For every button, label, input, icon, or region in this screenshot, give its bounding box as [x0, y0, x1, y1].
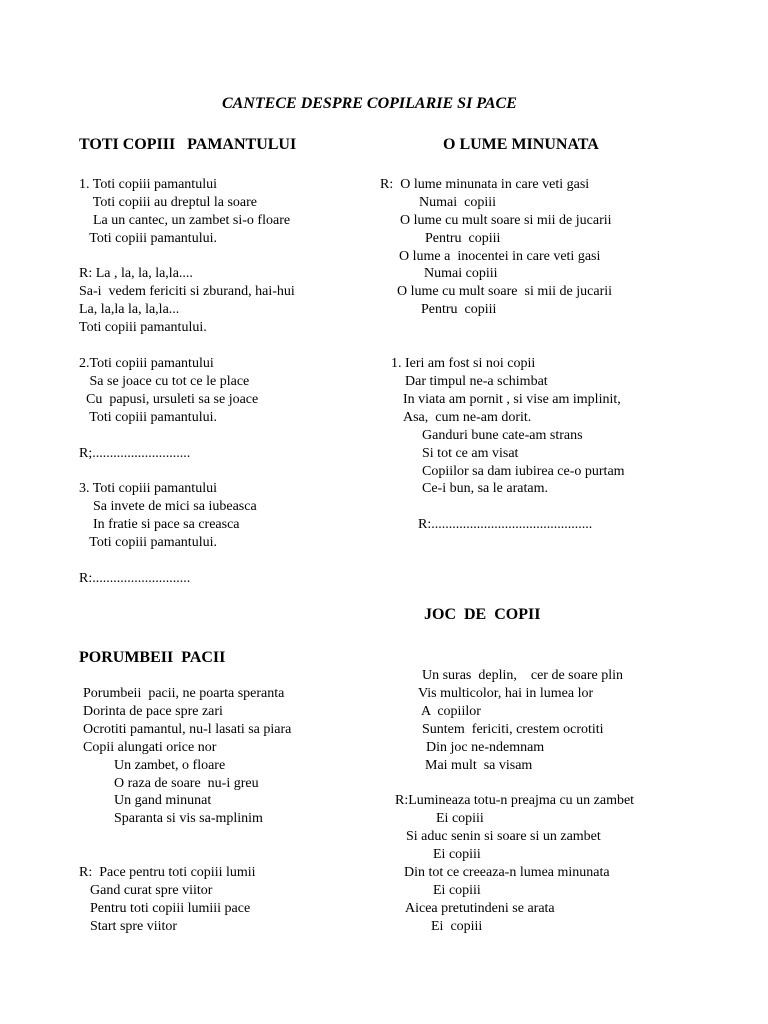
song2-line: O lume cu mult soare si mii de jucarii — [400, 213, 612, 228]
song1-line: Cu papusi, ursuleti sa se joace — [79, 392, 259, 407]
song4-line: Un suras deplin, cer de soare plin — [422, 668, 623, 683]
song1-line: Toti copiii pamantului. — [79, 231, 217, 246]
song3-line: O raza de soare nu-i greu — [114, 776, 259, 791]
song4-line: Aicea pretutindeni se arata — [405, 901, 555, 916]
song2-line: O lume cu mult soare si mii de jucarii — [397, 284, 613, 299]
song2-line: 1. Ieri am fost si noi copii — [391, 356, 536, 371]
song1-line: Sa invete de mici sa iubeasca — [79, 499, 257, 514]
song2-line: R:.............................................. — [418, 517, 593, 532]
song2-heading: O LUME MINUNATA — [443, 136, 599, 153]
song4-line: Ei copiii — [431, 919, 483, 934]
song3-line: R: Pace pentru toti copiii lumii — [79, 865, 256, 880]
song3-line: Un gand minunat — [114, 793, 212, 808]
song1-line: R: La , la, la, la,la.... — [79, 266, 193, 281]
song2-line: R: O lume minunata in care veti gasi — [380, 177, 590, 192]
song4-line: Mai mult sa visam — [425, 758, 533, 773]
song1-line: 2.Toti copiii pamantului — [79, 356, 214, 371]
song3-line: Start spre viitor — [90, 919, 178, 934]
song3-line: Porumbeii pacii, ne poarta speranta — [83, 686, 285, 701]
song4-line: Si aduc senin si soare si un zambet — [406, 829, 601, 844]
song1-line: 3. Toti copiii pamantului — [79, 481, 217, 496]
song4-line: Ei copiii — [433, 847, 481, 862]
song2-line: Pentru copiii — [421, 302, 497, 317]
song4-line: Suntem fericiti, crestem ocrotiti — [422, 722, 604, 737]
song2-line: Pentru copiii — [425, 231, 501, 246]
song1-heading: TOTI COPIII PAMANTULUI — [79, 136, 297, 153]
song3-line: Gand curat spre viitor — [90, 883, 213, 898]
song4-line: Din joc ne-ndemnam — [426, 740, 545, 755]
song2-line: Numai copiii — [419, 195, 496, 210]
song1-line: Sa-i vedem fericiti si zburand, hai-hui — [79, 284, 295, 299]
song3-line: Un zambet, o floare — [114, 758, 226, 773]
song4-line: A copiilor — [421, 704, 481, 719]
song2-line: Dar timpul ne-a schimbat — [405, 374, 548, 389]
document-title: CANTECE DESPRE COPILARIE SI PACE — [222, 95, 517, 112]
song1-line: Toti copiii pamantului. — [79, 320, 207, 335]
song1-line: La, la,la la, la,la... — [79, 302, 180, 317]
song4-line: Ei copiii — [436, 811, 484, 826]
song4-line: Vis multicolor, hai in lumea lor — [418, 686, 594, 701]
song2-line: Asa, cum ne-am dorit. — [403, 410, 532, 425]
song3-line: Sparanta si vis sa-mplinim — [114, 811, 263, 826]
song4-heading: JOC DE COPII — [424, 606, 541, 623]
song1-line: Toti copiii pamantului. — [79, 535, 217, 550]
song3-line: Dorinta de pace spre zari — [83, 704, 223, 719]
song3-line: Ocrotiti pamantul, nu-l lasati sa piara — [83, 722, 292, 737]
song2-line: O lume a inocentei in care veti gasi — [399, 249, 601, 264]
song1-line: Toti copiii pamantului. — [79, 410, 217, 425]
song4-line: R:Lumineaza totu-n preajma cu un zambet — [395, 793, 635, 808]
song3-line: Copii alungati orice nor — [83, 740, 217, 755]
song2-line: In viata am pornit , si vise am implinit, — [403, 392, 621, 407]
song1-line: R:............................ — [79, 571, 191, 586]
song1-line: La un cantec, un zambet si-o floare — [79, 213, 291, 228]
song4-line: Din tot ce creeaza-n lumea minunata — [404, 865, 610, 880]
song2-line: Ce-i bun, sa le aratam. — [422, 481, 548, 496]
song2-line: Ganduri bune cate-am strans — [422, 428, 583, 443]
song1-line: R;............................ — [79, 446, 191, 461]
song2-line: Numai copiii — [424, 266, 498, 281]
song1-line: Toti copiii au dreptul la soare — [79, 195, 257, 210]
song2-line: Si tot ce am visat — [422, 446, 519, 461]
song4-line: Ei copiii — [433, 883, 481, 898]
song1-line: Sa se joace cu tot ce le place — [79, 374, 250, 389]
song1-line: In fratie si pace sa creasca — [79, 517, 240, 532]
song1-line: 1. Toti copiii pamantului — [79, 177, 217, 192]
song3-heading: PORUMBEII PACII — [79, 649, 226, 666]
song3-line: Pentru toti copiii lumiii pace — [90, 901, 251, 916]
song2-line: Copiilor sa dam iubirea ce-o purtam — [422, 464, 625, 479]
